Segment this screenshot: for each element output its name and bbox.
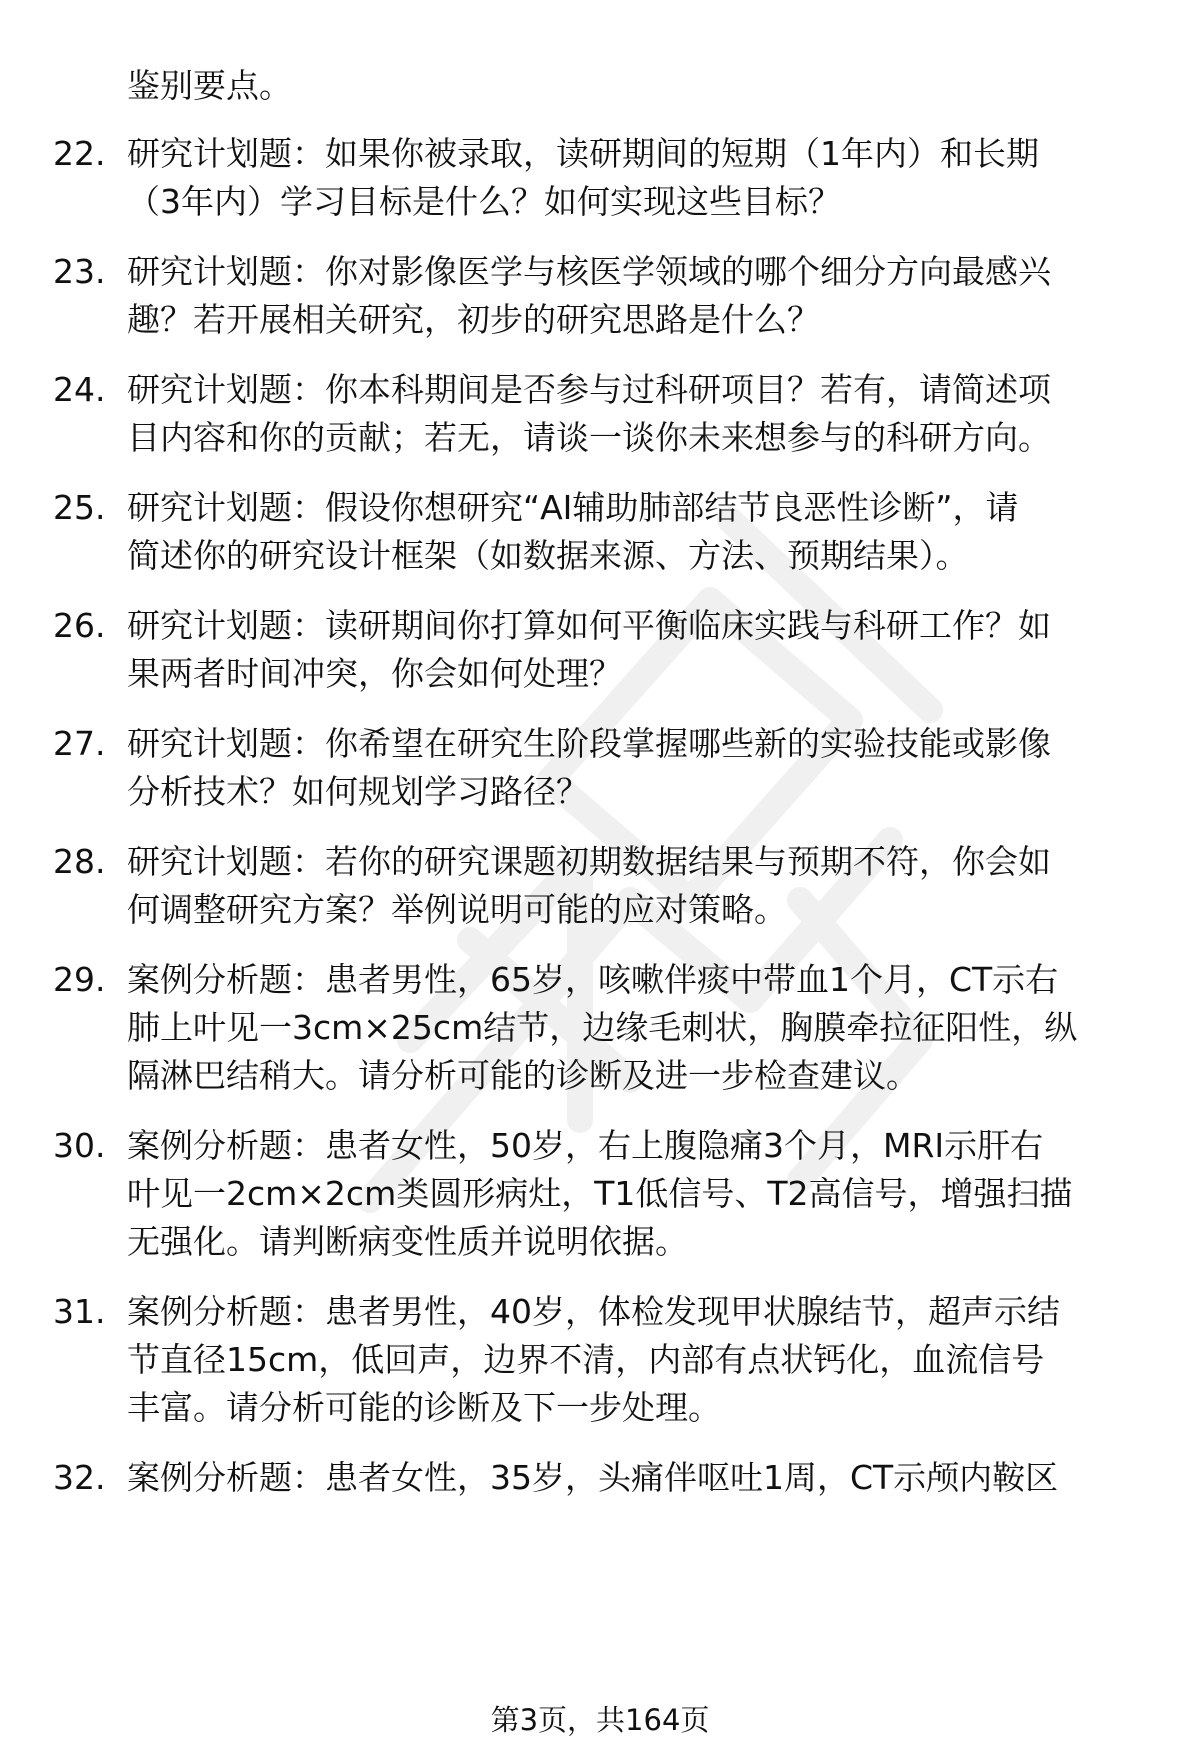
- question-line: 研究计划题：若你的研究课题初期数据结果与预期不符，你会如: [127, 842, 1051, 881]
- question-line: 研究计划题：如果你被录取，读研期间的短期（1年内）和长期: [127, 134, 1039, 173]
- question-line: 研究计划题：你本科期间是否参与过科研项目？若有，请简述项: [127, 370, 1051, 409]
- question-text: [127, 956, 1157, 1100]
- question-line: 趣？若开展相关研究，初步的研究思路是什么？: [127, 300, 820, 339]
- question-text: [127, 1288, 1157, 1432]
- question-text: [127, 1454, 1157, 1502]
- question-number: 23.: [53, 252, 106, 291]
- question-text: [127, 720, 1157, 816]
- question-line: 叶见一2cm×2cm类圆形病灶，T1低信号、T2高信号，增强扫描: [127, 1174, 1073, 1213]
- question-number: 22.: [53, 134, 106, 173]
- question-line: 肺上叶见一3cm×25cm结节，边缘毛刺状，胸膜牵拉征阳性，纵: [127, 1008, 1078, 1047]
- page-footer: 第3页，共164页: [490, 1703, 710, 1737]
- question-line: 简述你的研究设计框架（如数据来源、方法、预期结果）。: [127, 536, 969, 575]
- question-line: 丰富。请分析可能的诊断及下一步处理。: [127, 1388, 721, 1427]
- question-line: （3年内）学习目标是什么？如何实现这些目标？: [127, 182, 841, 221]
- question-text: [127, 484, 1157, 580]
- question-line: 目内容和你的贡献；若无，请谈一谈你未来想参与的科研方向。: [127, 418, 1051, 457]
- question-text: [127, 248, 1157, 344]
- question-line: 案例分析题：患者女性，50岁，右上腹隐痛3个月，MRI示肝右: [127, 1126, 1044, 1165]
- question-number: 32.: [53, 1458, 106, 1497]
- question-number: 24.: [53, 370, 106, 409]
- question-number: 26.: [53, 606, 106, 645]
- question-number: 25.: [53, 488, 106, 527]
- question-text: [127, 130, 1157, 226]
- question-line: 节直径15cm，低回声，边界不清，内部有点状钙化，血流信号: [127, 1340, 1045, 1379]
- question-line: 研究计划题：你对影像医学与核医学领域的哪个细分方向最感兴: [127, 252, 1051, 291]
- question-number: 27.: [53, 724, 106, 763]
- question-number: 30.: [53, 1126, 106, 1165]
- question-text: [127, 366, 1157, 462]
- question-number: 31.: [53, 1292, 106, 1331]
- question-line: 研究计划题：你希望在研究生阶段掌握哪些新的实验技能或影像: [127, 724, 1051, 763]
- question-line: 分析技术？如何规划学习路径？: [127, 772, 589, 811]
- question-number: 28.: [53, 842, 106, 881]
- question-line: 果两者时间冲突，你会如何处理？: [127, 654, 622, 693]
- question-line: 无强化。请判断病变性质并说明依据。: [127, 1222, 688, 1261]
- question-line: 案例分析题：患者女性，35岁，头痛伴呕吐1周，CT示颅内鞍区: [127, 1458, 1059, 1497]
- question-number: 29.: [53, 960, 106, 999]
- question-line: 隔淋巴结稍大。请分析可能的诊断及进一步检查建议。: [127, 1056, 919, 1095]
- question-text: [127, 1122, 1157, 1266]
- question-text: [127, 838, 1157, 934]
- question-text: [127, 602, 1157, 698]
- question-line: 案例分析题：患者男性，40岁，体检发现甲状腺结节，超声示结: [127, 1292, 1060, 1331]
- question-line: 案例分析题：患者男性，65岁，咳嗽伴痰中带血1个月，CT示右: [127, 960, 1059, 999]
- question-line: 何调整研究方案？举例说明可能的应对策略。: [127, 890, 787, 929]
- question-line: 研究计划题：读研期间你打算如何平衡临床实践与科研工作？如: [127, 606, 1051, 645]
- question-line: 研究计划题：假设你想研究“AI辅助肺部结节良恶性诊断”，请: [127, 488, 1019, 527]
- continuation-text: 鉴别要点。: [127, 66, 292, 105]
